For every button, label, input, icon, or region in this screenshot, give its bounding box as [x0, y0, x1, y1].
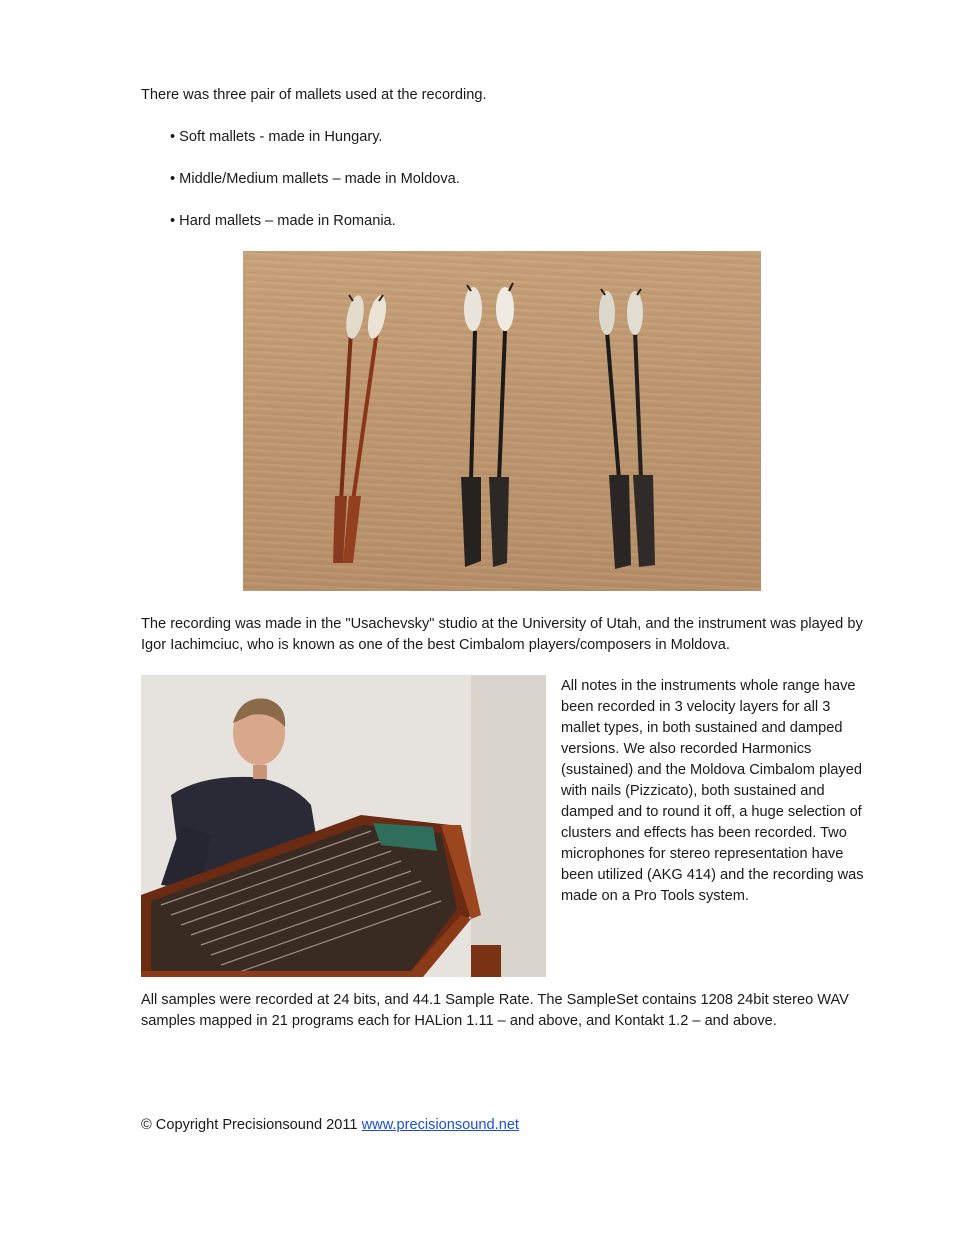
intro-text: There was three pair of mallets used at the recording.	[141, 87, 487, 103]
precisionsound-link[interactable]: www.precisionsound.net	[361, 1117, 519, 1133]
hard-mallets-pair	[599, 289, 655, 569]
copyright-text: © Copyright Precisionsound 2011	[141, 1117, 362, 1133]
bullet-hard-mallets: • Hard mallets – made in Romania.	[170, 213, 396, 229]
bullet-medium-mallets: • Middle/Medium mallets – made in Moldova.	[170, 171, 460, 187]
cimbalom-player-photo	[141, 675, 546, 977]
bullet-soft-mallets: • Soft mallets - made in Hungary.	[170, 129, 383, 145]
recording-details-paragraph: All notes in the instruments whole range have been recorded in 3 velocity layers for all 3 mallet types, in both sustained and damped versions. We also recorded Harmonics (sustained) and the Moldova Cimbalom played with nails (Pizzicato), both sustained and damped and to round it off, a huge selection of clusters and effects has been recorded. Two microphones for stereo representation have been utilized (AKG 414) and the recording was made on a Pro Tools system.	[561, 678, 864, 904]
footer-copyright	[141, 1115, 861, 1136]
mallets-photo	[243, 251, 761, 591]
soft-mallets-pair	[333, 294, 389, 563]
medium-mallets-pair	[461, 283, 514, 567]
samples-info-paragraph: All samples were recorded at 24 bits, and 44.1 Sample Rate. The SampleSet contains 1208 24bit stereo WAV samples mapped in 21 programs each for HALion 1.11 – and above, and Kontakt 1.2 – and above.	[141, 992, 849, 1029]
recording-studio-paragraph: The recording was made in the "Usachevsky" studio at the University of Utah, and the instrument was played by Igor Iachimciuc, who is known as one of the best Cimbalom players/composers in Moldova.	[141, 616, 863, 653]
